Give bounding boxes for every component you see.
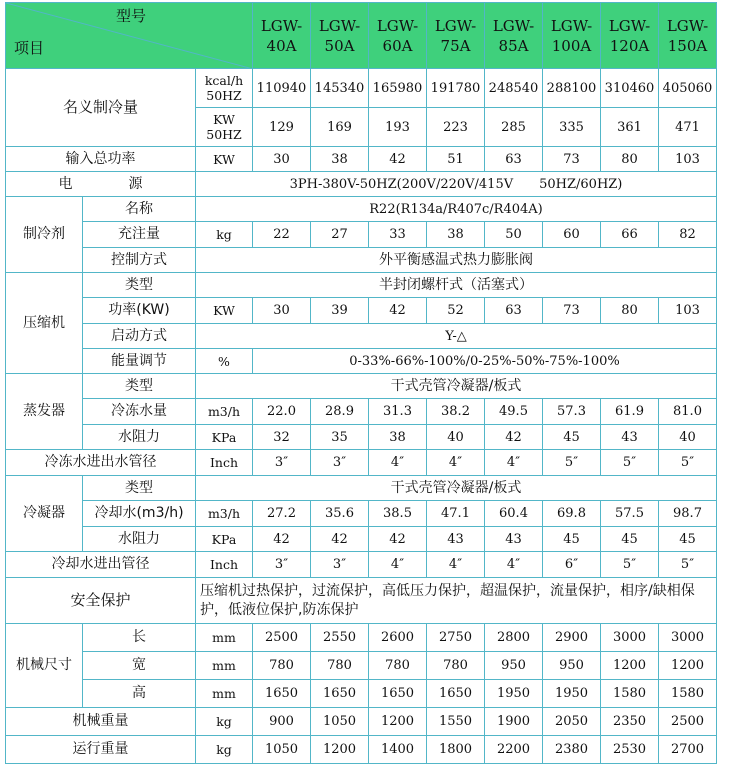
value-cell: 5″ [659, 552, 717, 578]
value-cell: 780 [311, 652, 369, 680]
value-cell: 63 [485, 147, 543, 172]
value-cell: 42 [369, 298, 427, 324]
row-label: 输入总功率 [6, 147, 196, 172]
table-row [6, 69, 717, 108]
value-cell: 43 [601, 425, 659, 450]
unit-cell: m3/h [196, 501, 253, 527]
table-row [6, 425, 717, 450]
value-cell: 3″ [311, 552, 369, 578]
table-row [6, 501, 717, 527]
unit-cell: mm [196, 680, 253, 708]
group-label: 压缩机 [6, 273, 83, 374]
table-row [6, 652, 717, 680]
value-cell: 4″ [485, 552, 543, 578]
value-cell: 2750 [427, 624, 485, 652]
row-label: 控制方式 [83, 248, 196, 273]
value-cell: 110940 [253, 69, 311, 108]
table-row [6, 552, 717, 578]
value-cell: 3″ [253, 450, 311, 476]
value-cell: 103 [659, 298, 717, 324]
value-cell: 4″ [369, 450, 427, 476]
value-cell: 35.6 [311, 501, 369, 527]
span-value: 0-33%-66%-100%/0-25%-50%-75%-100% [253, 349, 717, 374]
table-row [6, 736, 717, 764]
value-cell: 98.7 [659, 501, 717, 527]
value-cell: 1650 [369, 680, 427, 708]
value-cell: 60 [543, 222, 601, 248]
value-cell: 35 [311, 425, 369, 450]
value-cell: 2800 [485, 624, 543, 652]
model-header: LGW- 100A [543, 3, 601, 69]
group-label: 机械尺寸 [6, 624, 83, 708]
value-cell: 45 [543, 527, 601, 552]
value-cell: 1580 [659, 680, 717, 708]
value-cell: 1950 [485, 680, 543, 708]
table-row [6, 298, 717, 324]
model-header: LGW- 60A [369, 3, 427, 69]
value-cell: 42 [253, 527, 311, 552]
value-cell: 361 [601, 108, 659, 147]
value-cell: 1550 [427, 708, 485, 736]
value-cell: 57.3 [543, 399, 601, 425]
header-row [6, 3, 717, 69]
row-label: 充注量 [83, 222, 196, 248]
value-cell: 31.3 [369, 399, 427, 425]
row-label: 水阻力 [83, 425, 196, 450]
value-cell: 193 [369, 108, 427, 147]
value-cell: 38 [369, 425, 427, 450]
table-row [6, 197, 717, 222]
value-cell: 780 [253, 652, 311, 680]
value-cell: 5″ [601, 450, 659, 476]
value-cell: 73 [543, 147, 601, 172]
row-label: 类型 [83, 273, 196, 298]
row-label: 类型 [83, 374, 196, 399]
value-cell: 1200 [369, 708, 427, 736]
value-cell: 4″ [485, 450, 543, 476]
value-cell: 2600 [369, 624, 427, 652]
value-cell: 471 [659, 108, 717, 147]
unit-cell: kg [196, 222, 253, 248]
span-value: R22(R134a/R407c/R404A) [196, 197, 717, 222]
value-cell: 45 [601, 527, 659, 552]
value-cell: 4″ [369, 552, 427, 578]
row-label: 电 源 [6, 172, 196, 197]
corner-model-label: 型号 [116, 7, 147, 25]
value-cell: 49.5 [485, 399, 543, 425]
row-label: 能量调节 [83, 349, 196, 374]
span-value: 3PH-380V-50HZ(200V/220V/415V 50HZ/60HZ) [196, 172, 717, 197]
value-cell: 248540 [485, 69, 543, 108]
model-header: LGW- 50A [311, 3, 369, 69]
value-cell: 2550 [311, 624, 369, 652]
value-cell: 1650 [253, 680, 311, 708]
unit-cell: KPa [196, 425, 253, 450]
unit-cell: Inch [196, 552, 253, 578]
value-cell: 38 [427, 222, 485, 248]
value-cell: 52 [427, 298, 485, 324]
value-cell: 2350 [601, 708, 659, 736]
unit-cell: KPa [196, 527, 253, 552]
value-cell: 1580 [601, 680, 659, 708]
unit-cell: kg [196, 736, 253, 764]
value-cell: 1800 [427, 736, 485, 764]
row-label: 类型 [83, 476, 196, 501]
value-cell: 2200 [485, 736, 543, 764]
value-cell: 1200 [659, 652, 717, 680]
value-cell: 4″ [427, 552, 485, 578]
value-cell: 5″ [659, 450, 717, 476]
value-cell: 285 [485, 108, 543, 147]
value-cell: 1200 [601, 652, 659, 680]
value-cell: 2050 [543, 708, 601, 736]
model-header: LGW- 40A [253, 3, 311, 69]
table-row [6, 222, 717, 248]
value-cell: 81.0 [659, 399, 717, 425]
model-header: LGW- 120A [601, 3, 659, 69]
unit-cell: Inch [196, 450, 253, 476]
value-cell: 2500 [253, 624, 311, 652]
value-cell: 6″ [543, 552, 601, 578]
value-cell: 335 [543, 108, 601, 147]
table-row [6, 578, 717, 624]
row-label: 冷冻水进出水管径 [6, 450, 196, 476]
row-label: 机械重量 [6, 708, 196, 736]
table-row [6, 349, 717, 374]
table-row [6, 248, 717, 273]
value-cell: 950 [485, 652, 543, 680]
value-cell: 27.2 [253, 501, 311, 527]
table-row [6, 624, 717, 652]
value-cell: 43 [485, 527, 543, 552]
unit-cell: KW [196, 298, 253, 324]
value-cell: 310460 [601, 69, 659, 108]
value-cell: 47.1 [427, 501, 485, 527]
group-label: 蒸发器 [6, 374, 83, 450]
value-cell: 57.5 [601, 501, 659, 527]
corner-item-label: 项目 [14, 39, 45, 57]
model-header: LGW- 75A [427, 3, 485, 69]
value-cell: 780 [369, 652, 427, 680]
value-cell: 28.9 [311, 399, 369, 425]
value-cell: 51 [427, 147, 485, 172]
row-label: 启动方式 [83, 324, 196, 349]
value-cell: 66 [601, 222, 659, 248]
row-label: 名义制冷量 [6, 69, 196, 147]
table-row [6, 450, 717, 476]
table-row [6, 527, 717, 552]
span-value: 压缩机过热保护，过流保护，高低压力保护，超温保护，流量保护，相序/缺相保护，低液位保护,防冻保护 [196, 578, 717, 624]
value-cell: 1650 [427, 680, 485, 708]
value-cell: 69.8 [543, 501, 601, 527]
value-cell: 780 [427, 652, 485, 680]
value-cell: 80 [601, 298, 659, 324]
value-cell: 950 [543, 652, 601, 680]
table-row [6, 708, 717, 736]
value-cell: 169 [311, 108, 369, 147]
value-cell: 60.4 [485, 501, 543, 527]
value-cell: 22.0 [253, 399, 311, 425]
table-row [6, 476, 717, 501]
value-cell: 73 [543, 298, 601, 324]
value-cell: 4″ [427, 450, 485, 476]
table-row [6, 324, 717, 349]
value-cell: 45 [659, 527, 717, 552]
model-header: LGW- 150A [659, 3, 717, 69]
value-cell: 1050 [253, 736, 311, 764]
table-row [6, 172, 717, 197]
value-cell: 1650 [311, 680, 369, 708]
value-cell: 3000 [659, 624, 717, 652]
value-cell: 30 [253, 298, 311, 324]
value-cell: 1950 [543, 680, 601, 708]
value-cell: 39 [311, 298, 369, 324]
value-cell: 129 [253, 108, 311, 147]
value-cell: 32 [253, 425, 311, 450]
table-row [6, 399, 717, 425]
unit-cell: m3/h [196, 399, 253, 425]
value-cell: 42 [369, 147, 427, 172]
value-cell: 43 [427, 527, 485, 552]
value-cell: 3″ [311, 450, 369, 476]
value-cell: 50 [485, 222, 543, 248]
span-value: 外平衡感温式热力膨胀阀 [196, 248, 717, 273]
row-label: 名称 [83, 197, 196, 222]
model-header: LGW- 85A [485, 3, 543, 69]
value-cell: 1400 [369, 736, 427, 764]
value-cell: 40 [427, 425, 485, 450]
unit-cell: kcal/h 50HZ [196, 69, 253, 108]
value-cell: 2900 [543, 624, 601, 652]
value-cell: 38 [311, 147, 369, 172]
unit-cell: % [196, 349, 253, 374]
row-label: 长 [83, 624, 196, 652]
row-label: 冷却水进出管径 [6, 552, 196, 578]
value-cell: 1050 [311, 708, 369, 736]
value-cell: 1900 [485, 708, 543, 736]
row-label: 安全保护 [6, 578, 196, 624]
value-cell: 1200 [311, 736, 369, 764]
spec-table [5, 2, 717, 764]
value-cell: 2500 [659, 708, 717, 736]
row-label: 冷冻水量 [83, 399, 196, 425]
unit-cell: mm [196, 652, 253, 680]
value-cell: 900 [253, 708, 311, 736]
unit-cell: KW [196, 147, 253, 172]
group-label: 制冷剂 [6, 197, 83, 273]
group-label: 冷凝器 [6, 476, 83, 552]
value-cell: 82 [659, 222, 717, 248]
span-value: Y-△ [196, 324, 717, 349]
value-cell: 5″ [601, 552, 659, 578]
value-cell: 30 [253, 147, 311, 172]
span-value: 半封闭螺杆式（活塞式） [196, 273, 717, 298]
row-label: 宽 [83, 652, 196, 680]
value-cell: 38.5 [369, 501, 427, 527]
value-cell: 165980 [369, 69, 427, 108]
value-cell: 145340 [311, 69, 369, 108]
unit-cell: mm [196, 624, 253, 652]
value-cell: 45 [543, 425, 601, 450]
value-cell: 191780 [427, 69, 485, 108]
span-value: 干式壳管冷凝器/板式 [196, 374, 717, 399]
row-label: 水阻力 [83, 527, 196, 552]
row-label: 功率(KW) [83, 298, 196, 324]
value-cell: 2530 [601, 736, 659, 764]
row-label: 高 [83, 680, 196, 708]
table-row [6, 680, 717, 708]
row-label: 运行重量 [6, 736, 196, 764]
table-row [6, 374, 717, 399]
value-cell: 61.9 [601, 399, 659, 425]
table-row [6, 147, 717, 172]
value-cell: 40 [659, 425, 717, 450]
value-cell: 42 [485, 425, 543, 450]
value-cell: 63 [485, 298, 543, 324]
value-cell: 288100 [543, 69, 601, 108]
value-cell: 22 [253, 222, 311, 248]
row-label: 冷却水(m3/h) [83, 501, 196, 527]
value-cell: 5″ [543, 450, 601, 476]
value-cell: 103 [659, 147, 717, 172]
value-cell: 3000 [601, 624, 659, 652]
span-value: 干式壳管冷凝器/板式 [196, 476, 717, 501]
value-cell: 2700 [659, 736, 717, 764]
value-cell: 38.2 [427, 399, 485, 425]
value-cell: 80 [601, 147, 659, 172]
value-cell: 223 [427, 108, 485, 147]
value-cell: 2380 [543, 736, 601, 764]
value-cell: 42 [369, 527, 427, 552]
value-cell: 3″ [253, 552, 311, 578]
value-cell: 33 [369, 222, 427, 248]
unit-cell: KW 50HZ [196, 108, 253, 147]
value-cell: 405060 [659, 69, 717, 108]
value-cell: 27 [311, 222, 369, 248]
corner-cell [6, 3, 253, 69]
table-row [6, 273, 717, 298]
value-cell: 42 [311, 527, 369, 552]
unit-cell: kg [196, 708, 253, 736]
